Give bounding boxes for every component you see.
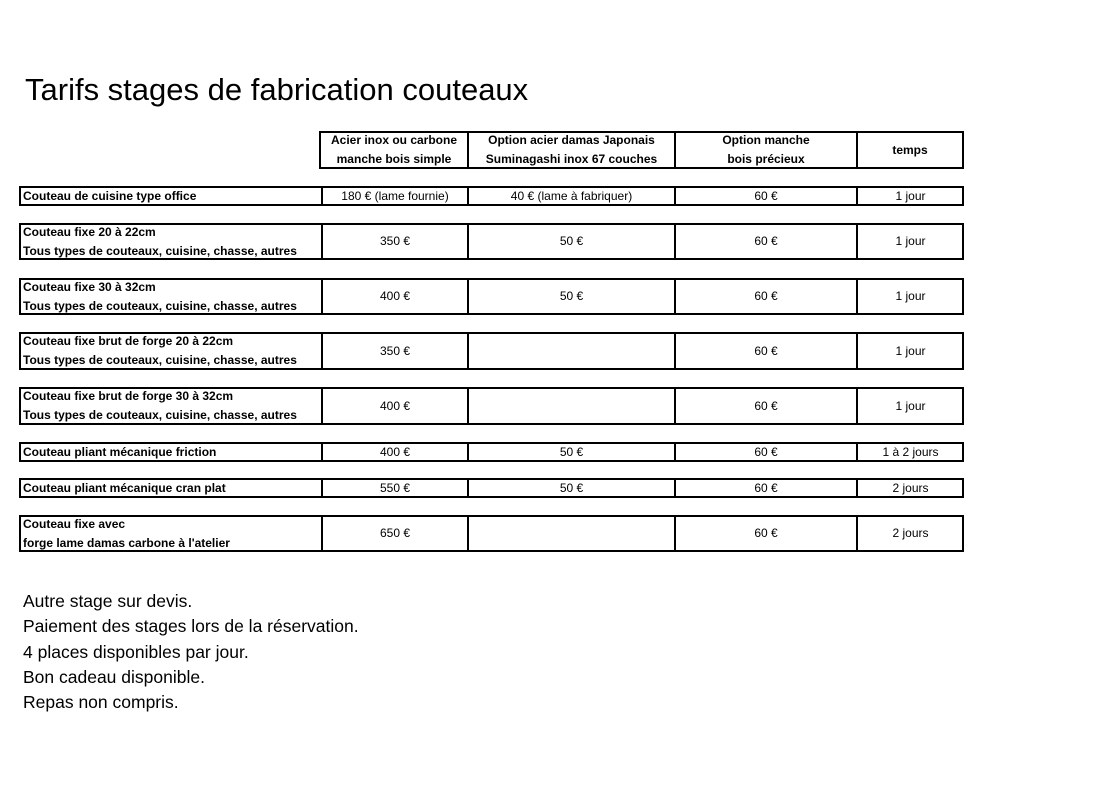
row-label: Couteau fixe avec forge lame damas carbone à l'atelier — [23, 517, 230, 550]
row-temps: 2 jours — [856, 480, 963, 496]
page-title: Tarifs stages de fabrication couteaux — [25, 72, 529, 107]
table-row — [19, 278, 964, 315]
row-manche-option: 60 € — [674, 334, 856, 368]
row-price: 650 € — [321, 517, 467, 550]
note-line: Autre stage sur devis. — [23, 591, 193, 611]
row-damas-option: 40 € (lame à fabriquer) — [467, 188, 674, 204]
row-label: Couteau fixe brut de forge 20 à 22cm Tous types de couteaux, cuisine, chasse, autres — [23, 334, 297, 367]
note-line: Repas non compris. — [23, 692, 179, 713]
row-manche-option: 60 € — [674, 188, 856, 204]
row-price: 400 € — [321, 444, 467, 460]
note-line: Bon cadeau disponible. — [23, 666, 205, 687]
row-manche-option: 60 € — [674, 225, 856, 258]
row-price: 180 € (lame fournie) — [321, 188, 467, 204]
table-row — [19, 442, 964, 462]
row-label: Couteau pliant mécanique friction — [23, 444, 217, 459]
row-temps: 1 jour — [856, 389, 963, 423]
row-damas-option: 50 € — [467, 280, 674, 313]
row-damas-option — [467, 334, 674, 368]
note-line: 4 places disponibles par jour. — [23, 641, 249, 662]
row-label: Couteau fixe 30 à 32cm Tous types de couteaux, cuisine, chasse, autres — [23, 280, 297, 313]
row-label: Couteau fixe 20 à 22cm Tous types de couteaux, cuisine, chasse, autres — [23, 225, 297, 258]
header-damas: Option acier damas Japonais Suminagashi inox 67 couches — [467, 133, 674, 167]
row-label: Couteau de cuisine type office — [23, 188, 197, 203]
row-manche-option: 60 € — [674, 517, 856, 550]
row-temps: 1 jour — [856, 334, 963, 368]
row-manche-option: 60 € — [674, 480, 856, 496]
row-price: 400 € — [321, 389, 467, 423]
note-line: Paiement des stages lors de la réservation. — [23, 616, 359, 637]
header-temps: temps — [856, 133, 962, 167]
table-row — [19, 515, 964, 552]
row-damas-option: 50 € — [467, 480, 674, 496]
table-row — [19, 478, 964, 498]
table-row — [19, 186, 964, 206]
notes — [23, 589, 359, 715]
row-label: Couteau fixe brut de forge 30 à 32cm Tous types de couteaux, cuisine, chasse, autres — [23, 389, 297, 422]
row-temps: 1 à 2 jours — [856, 444, 963, 460]
row-price: 400 € — [321, 280, 467, 313]
table-header — [319, 131, 964, 169]
row-price: 350 € — [321, 334, 467, 368]
row-manche-option: 60 € — [674, 389, 856, 423]
table-row — [19, 387, 964, 425]
header-acier: Acier inox ou carbone manche bois simple — [330, 133, 458, 166]
row-damas-option: 50 € — [467, 225, 674, 258]
row-damas-option — [467, 517, 674, 550]
row-temps: 2 jours — [856, 517, 963, 550]
row-manche-option: 60 € — [674, 280, 856, 313]
row-temps: 1 jour — [856, 280, 963, 313]
row-manche-option: 60 € — [674, 444, 856, 460]
row-price: 350 € — [321, 225, 467, 258]
header-manche: Option manche bois précieux — [674, 133, 856, 167]
row-temps: 1 jour — [856, 188, 963, 204]
row-temps: 1 jour — [856, 225, 963, 258]
table-row — [19, 223, 964, 260]
table-row — [19, 332, 964, 370]
row-damas-option — [467, 389, 674, 423]
row-damas-option: 50 € — [467, 444, 674, 460]
row-label: Couteau pliant mécanique cran plat — [23, 480, 226, 495]
row-price: 550 € — [321, 480, 467, 496]
